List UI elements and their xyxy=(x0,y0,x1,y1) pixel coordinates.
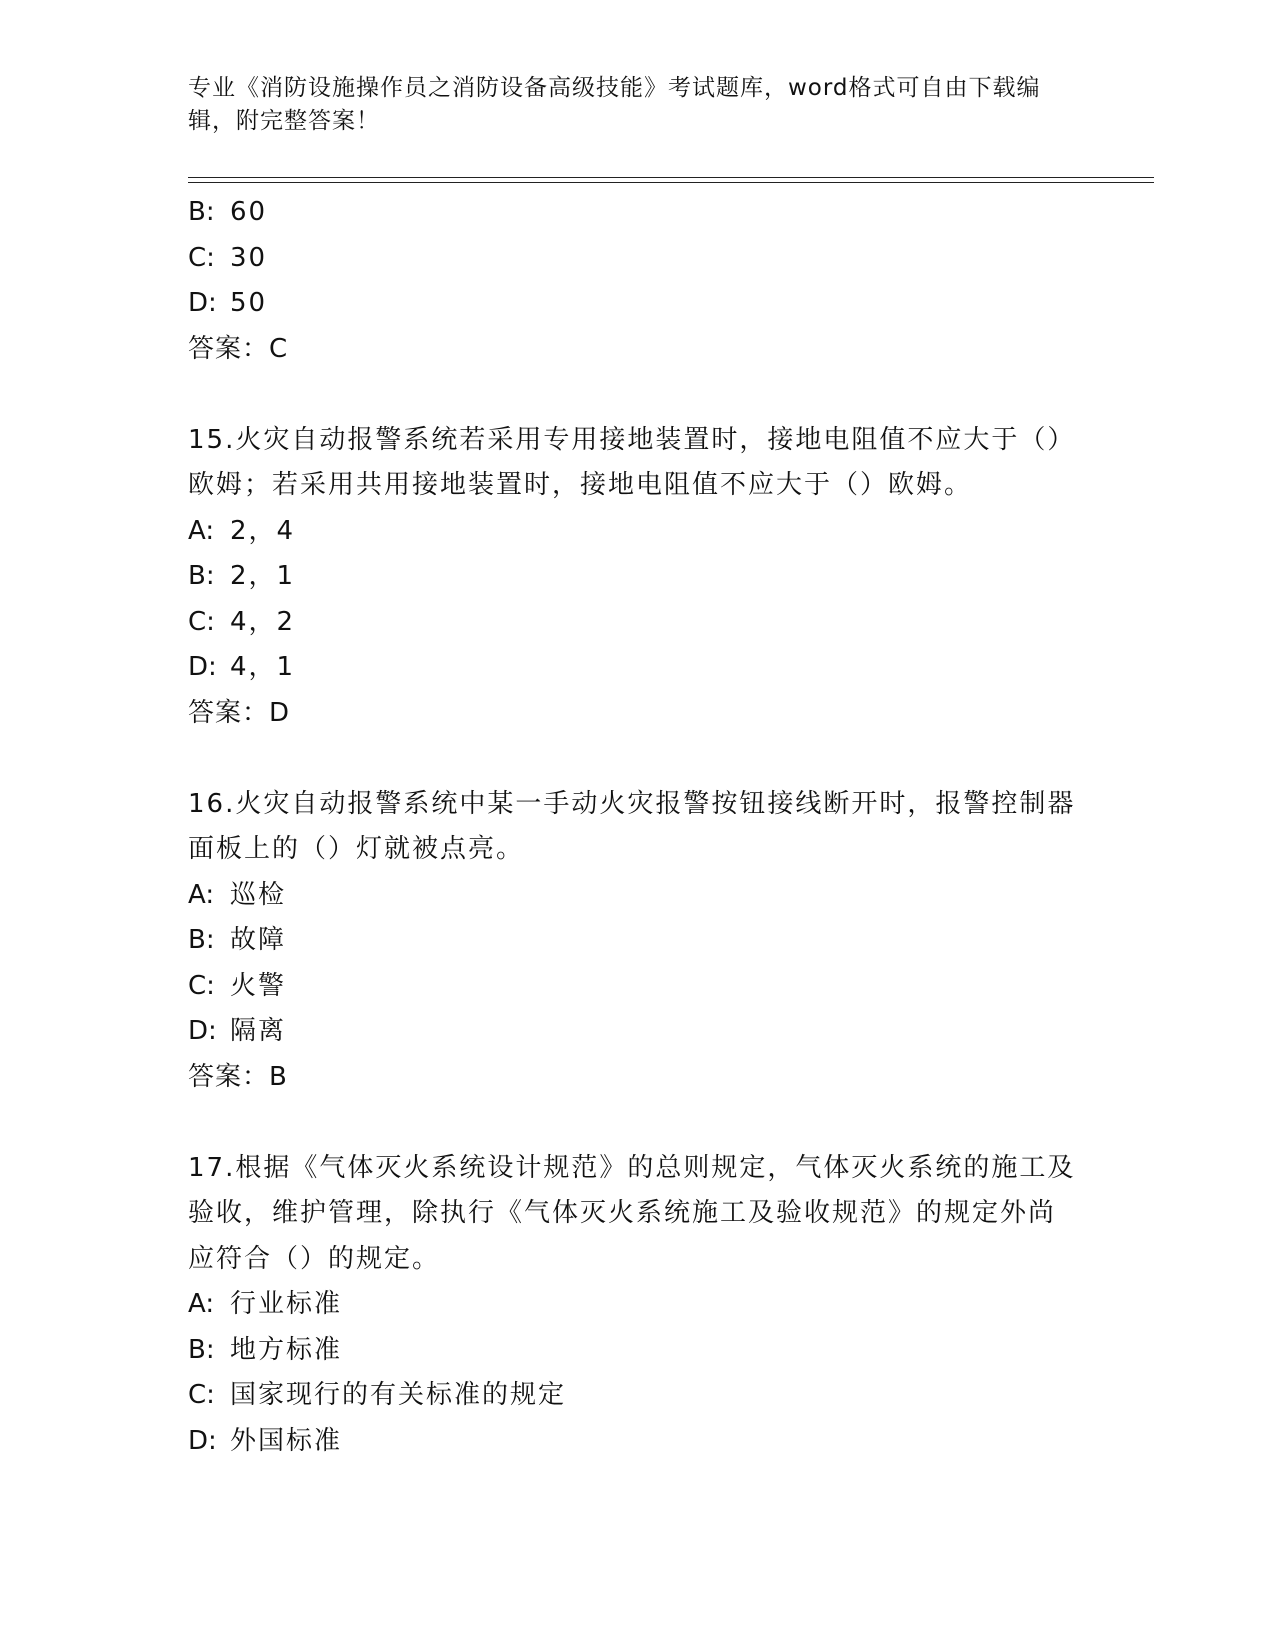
option-text: 巡检 xyxy=(230,879,287,910)
spacer xyxy=(188,736,1088,782)
option-a xyxy=(188,509,1078,555)
option-letter: A: xyxy=(188,515,215,546)
option-text: 地方标准 xyxy=(230,1334,343,1365)
option-letter: D: xyxy=(188,652,217,682)
option-text: 故障 xyxy=(230,925,287,955)
spacer xyxy=(188,372,1088,418)
option-letter: C: xyxy=(188,970,215,1001)
answer-line: 答案：B xyxy=(188,1061,288,1092)
option-text: 2，4 xyxy=(230,515,296,546)
page-header: 专业《消防设施操作员之消防设备高级技能》考试题库，word格式可自由下载编辑，附完整答案！ xyxy=(188,75,1041,134)
option-text: 30 xyxy=(230,242,268,273)
option-letter: D: xyxy=(188,288,217,318)
option-c xyxy=(188,600,1078,646)
answer-line: 答案：C xyxy=(188,333,289,364)
option-c xyxy=(188,964,1078,1010)
option-text: 火警 xyxy=(230,970,287,1001)
option-a xyxy=(188,873,1078,919)
option-letter: B: xyxy=(188,197,215,227)
option-d xyxy=(188,1419,1078,1465)
header-rule-bottom xyxy=(188,182,1154,183)
option-d xyxy=(188,281,1078,327)
question-stem: 15.火灾自动报警系统若采用专用接地装置时，接地电阻值不应大于（）欧姆；若采用共用接地装置时，接地电阻值不应大于（）欧姆。 xyxy=(188,424,1076,500)
answer-line: 答案：D xyxy=(188,697,291,728)
option-b xyxy=(188,190,1078,236)
option-b xyxy=(188,918,1078,964)
option-letter: B: xyxy=(188,1334,215,1365)
question-15 xyxy=(188,418,1088,737)
question-16 xyxy=(188,782,1088,1101)
option-text: 隔离 xyxy=(230,1016,287,1046)
option-text: 国家现行的有关标准的规定 xyxy=(230,1380,567,1410)
option-d xyxy=(188,645,1078,691)
option-d xyxy=(188,1009,1078,1055)
header-rule-top xyxy=(188,177,1154,178)
option-letter: B: xyxy=(188,925,215,955)
option-c xyxy=(188,236,1078,282)
option-letter: A: xyxy=(188,1289,215,1319)
question-17 xyxy=(188,1146,1088,1465)
option-b xyxy=(188,1328,1078,1374)
option-text: 外国标准 xyxy=(230,1425,343,1456)
option-b xyxy=(188,554,1078,600)
option-text: 60 xyxy=(230,197,268,227)
question-stem: 16.火灾自动报警系统中某一手动火灾报警按钮接线断开时，报警控制器面板上的（）灯就被点亮。 xyxy=(188,788,1076,864)
option-letter: C: xyxy=(188,1380,215,1410)
option-letter: D: xyxy=(188,1425,217,1456)
option-letter: D: xyxy=(188,1016,217,1046)
option-text: 50 xyxy=(230,288,268,318)
question-stem: 17.根据《气体灭火系统设计规范》的总则规定，气体灭火系统的施工及验收，维护管理，除执行《气体灭火系统施工及验收规范》的规定外尚应符合（）的规定。 xyxy=(188,1152,1076,1274)
option-letter: C: xyxy=(188,242,215,273)
question-14-tail xyxy=(188,190,1088,372)
option-text: 行业标准 xyxy=(230,1289,343,1319)
option-a xyxy=(188,1282,1078,1328)
option-text: 2，1 xyxy=(230,561,296,591)
option-text: 4，2 xyxy=(230,606,296,637)
option-text: 4，1 xyxy=(230,652,296,682)
option-c xyxy=(188,1373,1078,1419)
option-letter: A: xyxy=(188,879,215,910)
spacer xyxy=(188,1100,1088,1146)
question-list xyxy=(188,190,1088,1464)
option-letter: B: xyxy=(188,561,215,591)
option-letter: C: xyxy=(188,606,215,637)
